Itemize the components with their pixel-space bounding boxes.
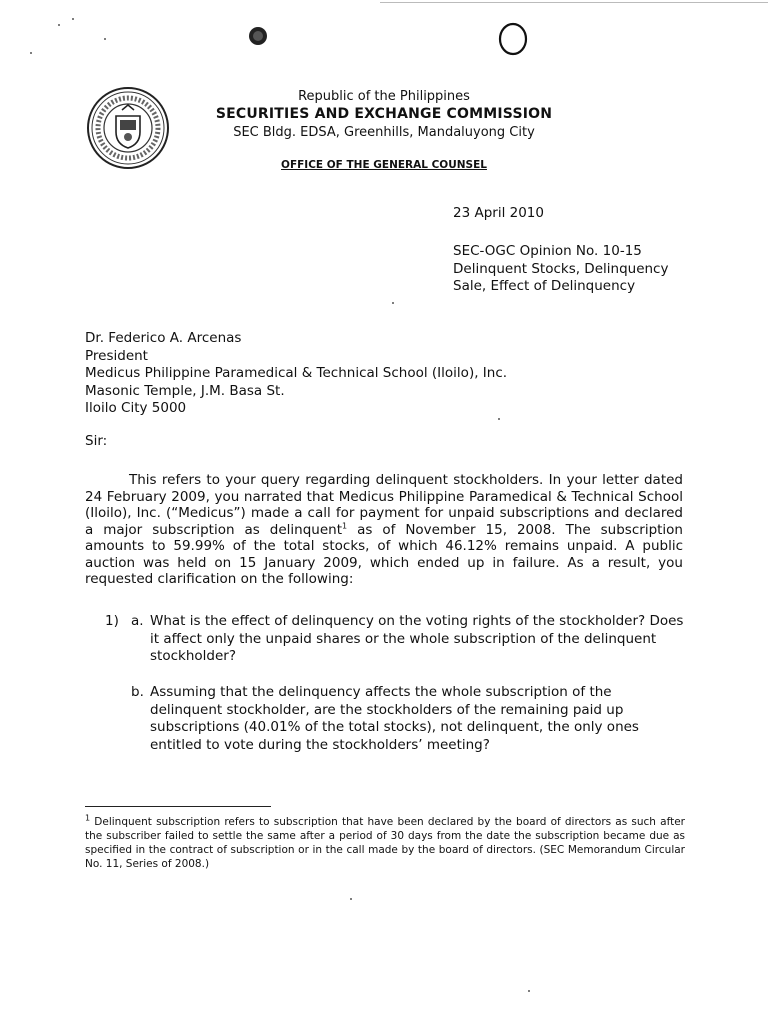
punch-hole-filled-icon	[248, 26, 268, 46]
scan-speck	[58, 24, 60, 26]
letterhead-address: SEC Bldg. EDSA, Greenhills, Mandaluyong City	[233, 125, 535, 140]
question-1a-label: a.	[131, 613, 144, 629]
question-1b	[131, 684, 651, 754]
letterhead-agency: SECURITIES AND EXCHANGE COMMISSION	[215, 106, 553, 122]
footnote-mark: 1	[85, 813, 91, 823]
question-1b-text: Assuming that the delinquency affects the whole subscription of the delinquent stockholder, are the stockholders of the remaining paid up subscriptions (40.01% of the total stocks), not delinquent, the only ones entitled to vote during the stockholders’ meeting?	[150, 684, 639, 753]
addressee-organization: Medicus Philippine Paramedical & Technical School (Iloilo), Inc.	[85, 365, 508, 381]
scan-edge-line	[380, 2, 768, 3]
scan-speck	[498, 418, 500, 420]
body-paragraph	[85, 472, 683, 588]
scan-speck	[72, 18, 74, 20]
scan-speck	[104, 38, 106, 40]
scan-speck	[30, 52, 32, 54]
footnote-text: Delinquent subscription refers to subscription that have been declared by the board of directors as such after the subscriber failed to settle the same after a period of 30 days from the date the subscription became due as specified in the contract of subscription or in the call made by the board of directors. (SEC Memorandum Circular No. 11, Series of 2008.)	[85, 816, 685, 870]
question-1-number: 1)	[105, 613, 119, 629]
punch-hole-open-icon	[496, 22, 530, 56]
addressee-title: President	[85, 347, 148, 364]
scan-speck	[528, 990, 530, 992]
question-1a	[131, 613, 691, 666]
footnote-divider	[85, 806, 271, 807]
scan-speck	[392, 302, 394, 304]
question-1b-label: b.	[131, 684, 144, 700]
subject-line-2: Sale, Effect of Delinquency	[453, 278, 636, 294]
addressee-city: Iloilo City 5000	[85, 400, 187, 416]
addressee-street: Masonic Temple, J.M. Basa St.	[85, 382, 285, 399]
addressee-block	[85, 330, 507, 418]
salutation: Sir:	[85, 433, 108, 449]
letterhead-country: Republic of the Philippines	[298, 89, 470, 104]
addressee-name: Dr. Federico A. Arcenas	[85, 330, 242, 346]
question-1a-text: What is the effect of delinquency on the voting rights of the stockholder? Does it affect only the unpaid shares or the whole subscription of the delinquent stockholder?	[150, 613, 684, 664]
subject-line-1: Delinquent Stocks, Delinquency	[453, 260, 669, 277]
letter-date: 23 April 2010	[453, 205, 544, 221]
opinion-number: SEC-OGC Opinion No. 10-15	[453, 243, 642, 259]
reference-block	[453, 243, 668, 296]
footnote-reference[interactable]: 1	[342, 521, 348, 530]
body-text-part-2: as of November 15, 2008. The subscription amounts to 59.99% of the total stocks, of which 46.12% remains unpaid. A public auction was held on 15 January 2009, which ended up in failure. As a result, you requested clarification on the following:	[85, 521, 683, 587]
body-text-part-1: This refers to your query regarding delinquent stockholders. In your letter dated 24 February 2009, you narrated that Medicus Philippine Paramedical & Technical School (Iloilo), Inc. (“Medicus”) made a call for payment for unpaid subscriptions and declared a major subscription as delinquent	[85, 472, 683, 538]
footnote	[85, 815, 685, 871]
scan-speck	[350, 898, 352, 900]
letterhead-office: OFFICE OF THE GENERAL COUNSEL	[281, 159, 487, 171]
